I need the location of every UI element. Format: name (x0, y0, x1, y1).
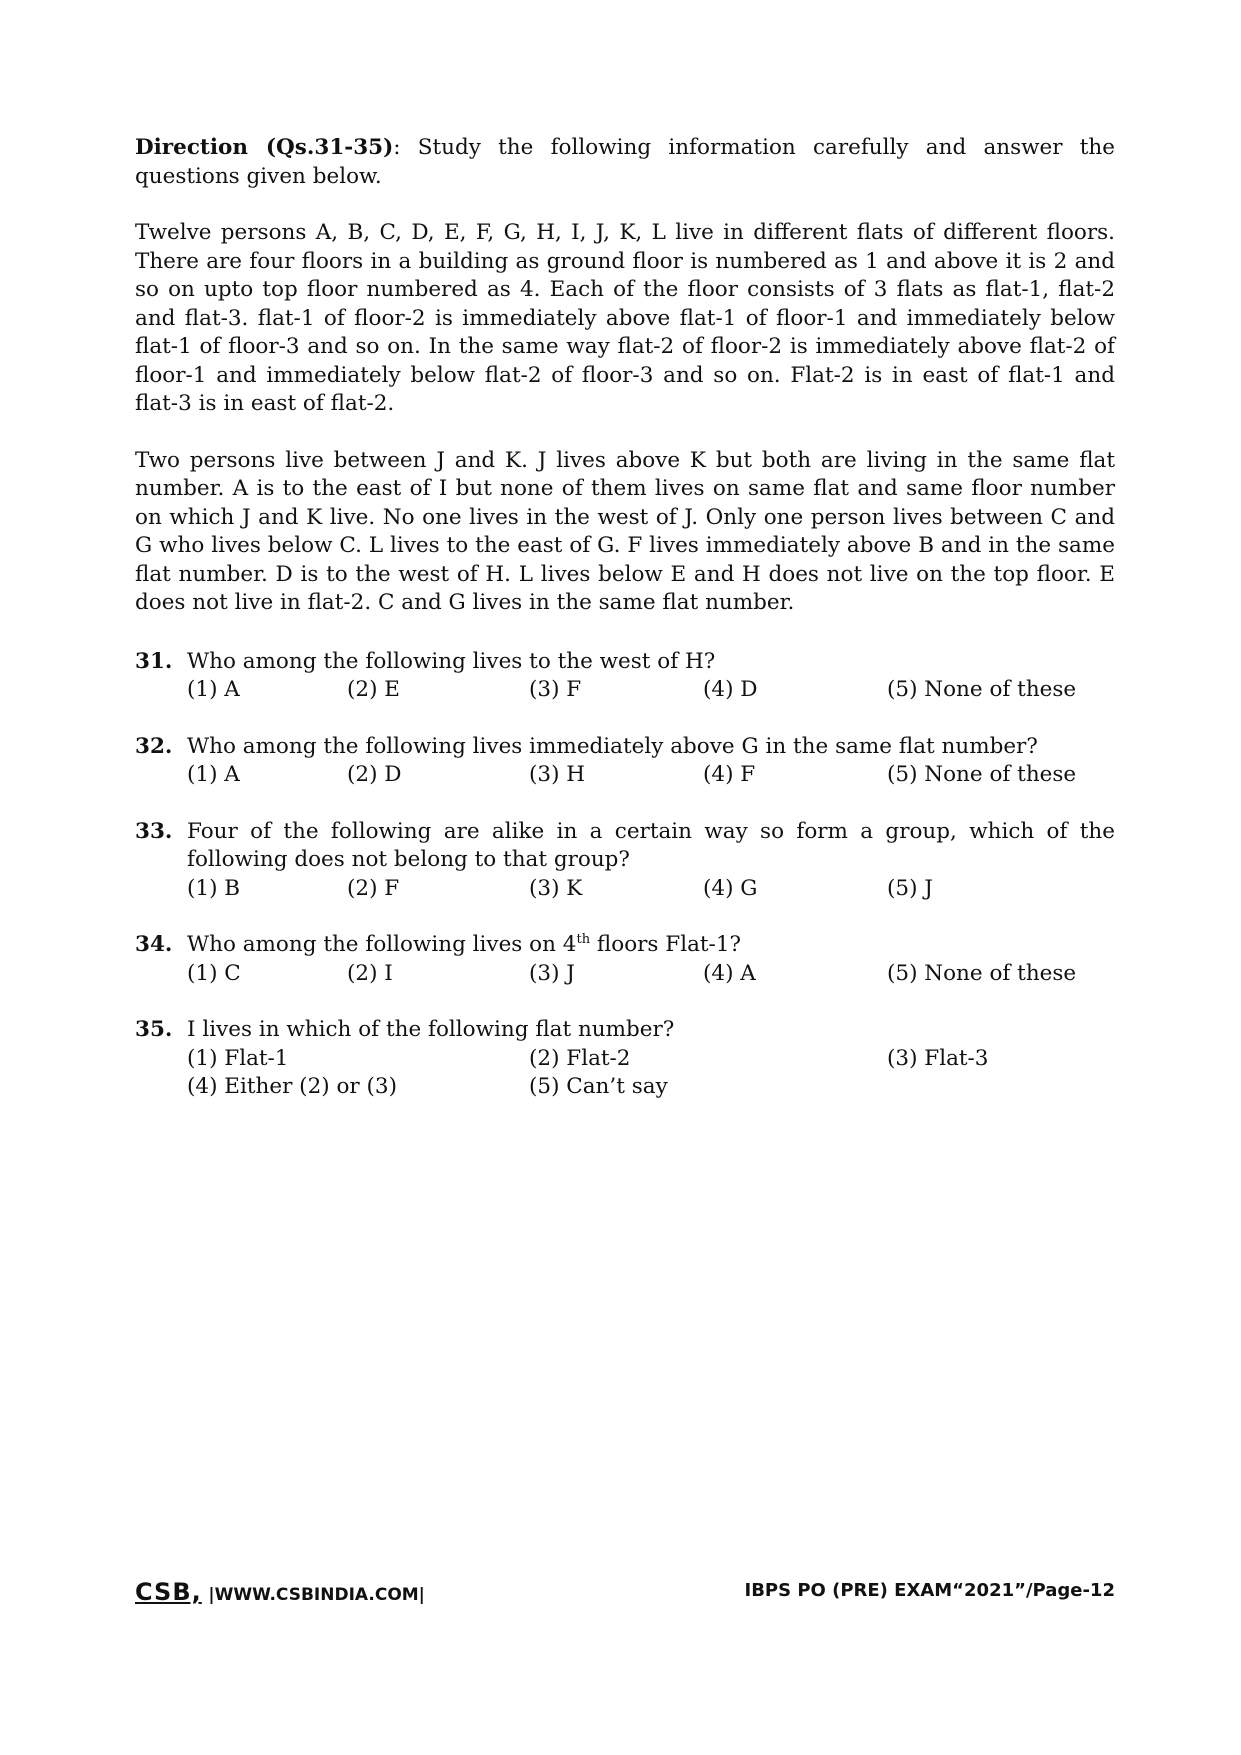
option-5: (5) Can’t say (529, 1074, 668, 1099)
option-4: (4) D (703, 677, 758, 702)
exam-page (135, 134, 1115, 1130)
option-2: (2) Flat-2 (529, 1045, 631, 1071)
option-2: (2) F (347, 875, 400, 901)
option-2: (2) D (347, 762, 402, 787)
info-paragraph-1: Twelve persons A, B, C, D, E, F, G, H, I, J, K, L live in different flats of different floors. There are four floors in a building as ground floor is numbered as 1 and above it is 2 and so on upto top floor numbered as 4. Each of the floor consists of 3 flats as flat-1, flat-2 and flat-3. flat-1 of floor-2 is immediately above flat-1 of floor-1 and immediately below flat-1 of floor-3 and so on. In the same way flat-2 of floor-2 is immediately above flat-2 of floor-1 and immediately below flat-2 of floor-3 and so on. Flat-2 is in east of flat-1 and flat-3 is in east of flat-2. (135, 220, 1115, 416)
question-text: Who among the following lives immediately above G in the same flat number? (187, 733, 1038, 759)
question-text (187, 931, 1115, 960)
option-2: (2) I (347, 960, 393, 986)
question-text: Four of the following are alike in a certain way so form a group, which of the following does not belong to that group? (187, 818, 1115, 872)
question-text: Who among the following lives to the west of H? (187, 648, 716, 674)
question-text-after: floors Flat-1? (590, 932, 742, 957)
option-1: (1) A (187, 762, 240, 787)
footer-branding (135, 1578, 425, 1606)
option-1: (1) A (187, 677, 240, 702)
direction-paragraph (135, 134, 1115, 191)
option-5: (5) J (887, 875, 933, 901)
option-1: (1) Flat-1 (187, 1045, 289, 1071)
option-row (187, 761, 1115, 790)
brand-logo-text: CSB, (135, 1578, 202, 1606)
page-footer (135, 1578, 1115, 1608)
website-link: |WWW.CSBINDIA.COM| (208, 1585, 425, 1605)
option-row (187, 1045, 1115, 1074)
option-4: (4) Either (2) or (3) (187, 1074, 397, 1099)
option-3: (3) H (529, 762, 586, 787)
question-number: 35. (135, 1017, 173, 1042)
option-row (187, 676, 1115, 705)
option-1: (1) B (187, 875, 241, 901)
option-2: (2) E (347, 677, 400, 702)
question-text: I lives in which of the following flat number? (187, 1017, 675, 1042)
question-number: 33. (135, 818, 173, 844)
option-3: (3) F (529, 677, 582, 702)
option-5: (5) None of these (887, 762, 1077, 787)
question-number: 31. (135, 648, 173, 674)
option-1: (1) C (187, 960, 241, 986)
option-4: (4) F (703, 762, 756, 787)
option-3: (3) J (529, 960, 575, 986)
question-number: 32. (135, 733, 173, 759)
option-4: (4) G (703, 875, 758, 901)
question-35 (135, 1016, 1115, 1102)
question-text-before: Who among the following lives on 4 (187, 932, 577, 957)
direction-label: Direction (Qs.31-35) (135, 135, 394, 160)
option-4: (4) A (703, 960, 756, 986)
question-34 (135, 931, 1115, 988)
option-row (187, 960, 1115, 989)
direction-text: : Study the following information carefully and answer the questions given below. (135, 135, 1115, 189)
option-3: (3) Flat-3 (887, 1045, 989, 1071)
page-label: IBPS PO (PRE) EXAM“2021”/Page-12 (744, 1580, 1115, 1601)
option-row (187, 875, 1115, 904)
ordinal-suffix: th (576, 931, 591, 947)
question-31 (135, 648, 1115, 705)
question-number: 34. (135, 932, 173, 957)
option-5: (5) None of these (887, 677, 1077, 702)
question-list (135, 648, 1115, 1102)
option-3: (3) K (529, 875, 583, 901)
option-row (187, 1073, 1115, 1102)
question-32 (135, 733, 1115, 790)
question-33 (135, 818, 1115, 904)
option-5: (5) None of these (887, 960, 1077, 986)
info-paragraph-2: Two persons live between J and K. J lives above K but both are living in the same flat number. A is to the east of I but none of them lives on same flat and same floor number on which J and K live. No one lives in the west of J. Only one person lives between C and G who lives below C. L lives to the east of G. F lives immediately above B and in the same flat number. D is to the west of H. L lives below E and H does not live on the top floor. E does not live in flat-2. C and G lives in the same flat number. (135, 447, 1115, 615)
